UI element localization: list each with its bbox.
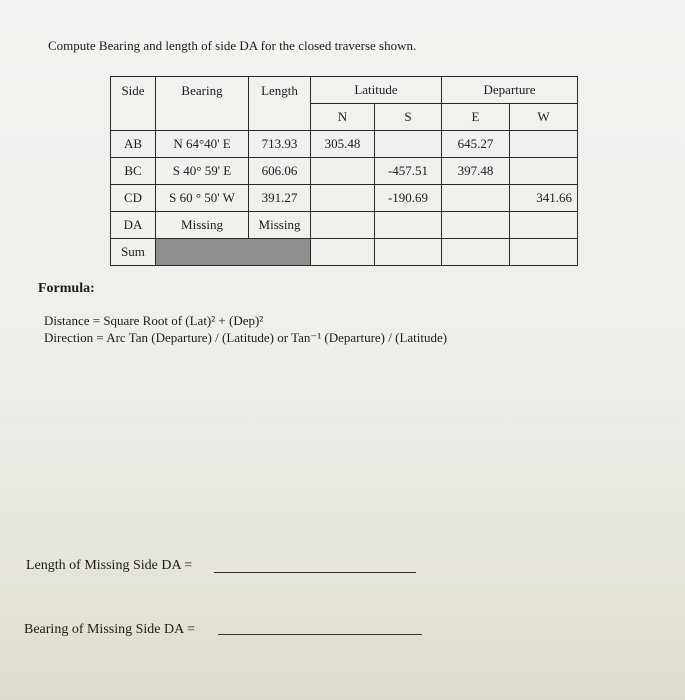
length-answer-line[interactable]	[214, 572, 416, 573]
sum-n-cell	[311, 239, 375, 266]
cell-length: 606.06	[249, 158, 311, 185]
cell-e: 397.48	[442, 158, 510, 185]
header-bearing: Bearing	[156, 77, 249, 131]
cell-length: Missing	[249, 212, 311, 239]
table-row	[111, 158, 578, 185]
table-row	[111, 131, 578, 158]
cell-side: DA	[111, 212, 156, 239]
cell-s	[375, 131, 442, 158]
header-latitude: Latitude	[311, 77, 442, 104]
cell-w	[510, 158, 578, 185]
cell-n	[311, 185, 375, 212]
formula-heading: Formula:	[38, 281, 95, 296]
cell-w	[510, 212, 578, 239]
shaded-cell	[156, 239, 311, 266]
header-w: W	[510, 104, 578, 131]
cell-w	[510, 131, 578, 158]
sum-e-cell	[442, 239, 510, 266]
cell-s	[375, 212, 442, 239]
table-row	[111, 185, 578, 212]
header-s: S	[375, 104, 442, 131]
cell-side: CD	[111, 185, 156, 212]
sum-w-cell	[510, 239, 578, 266]
cell-s: -457.51	[375, 158, 442, 185]
cell-n: 305.48	[311, 131, 375, 158]
header-side: Side	[111, 77, 156, 131]
cell-n	[311, 158, 375, 185]
cell-length: 713.93	[249, 131, 311, 158]
cell-w: 341.66	[510, 185, 578, 212]
sum-row	[111, 239, 578, 266]
cell-bearing: N 64°40' E	[156, 131, 249, 158]
table-row	[111, 212, 578, 239]
header-e: E	[442, 104, 510, 131]
cell-n	[311, 212, 375, 239]
bearing-answer-line[interactable]	[218, 634, 422, 635]
cell-side: AB	[111, 131, 156, 158]
traverse-table	[110, 76, 578, 266]
cell-bearing: Missing	[156, 212, 249, 239]
cell-bearing: S 40° 59' E	[156, 158, 249, 185]
length-answer-label: Length of Missing Side DA =	[26, 558, 193, 573]
cell-e: 645.27	[442, 131, 510, 158]
question-prompt: Compute Bearing and length of side DA for the closed traverse shown.	[48, 38, 417, 53]
cell-bearing: S 60 ° 50' W	[156, 185, 249, 212]
cell-sum-label: Sum	[111, 239, 156, 266]
distance-formula: Distance = Square Root of (Lat)² + (Dep)²	[44, 313, 264, 328]
header-length: Length	[249, 77, 311, 131]
bearing-answer-label: Bearing of Missing Side DA =	[24, 622, 195, 637]
cell-e	[442, 212, 510, 239]
cell-length: 391.27	[249, 185, 311, 212]
direction-formula: Direction = Arc Tan (Departure) / (Latitude) or Tan⁻¹ (Departure) / (Latitude)	[44, 330, 448, 345]
header-n: N	[311, 104, 375, 131]
cell-s: -190.69	[375, 185, 442, 212]
sum-s-cell	[375, 239, 442, 266]
cell-e	[442, 185, 510, 212]
cell-side: BC	[111, 158, 156, 185]
header-departure: Departure	[442, 77, 578, 104]
